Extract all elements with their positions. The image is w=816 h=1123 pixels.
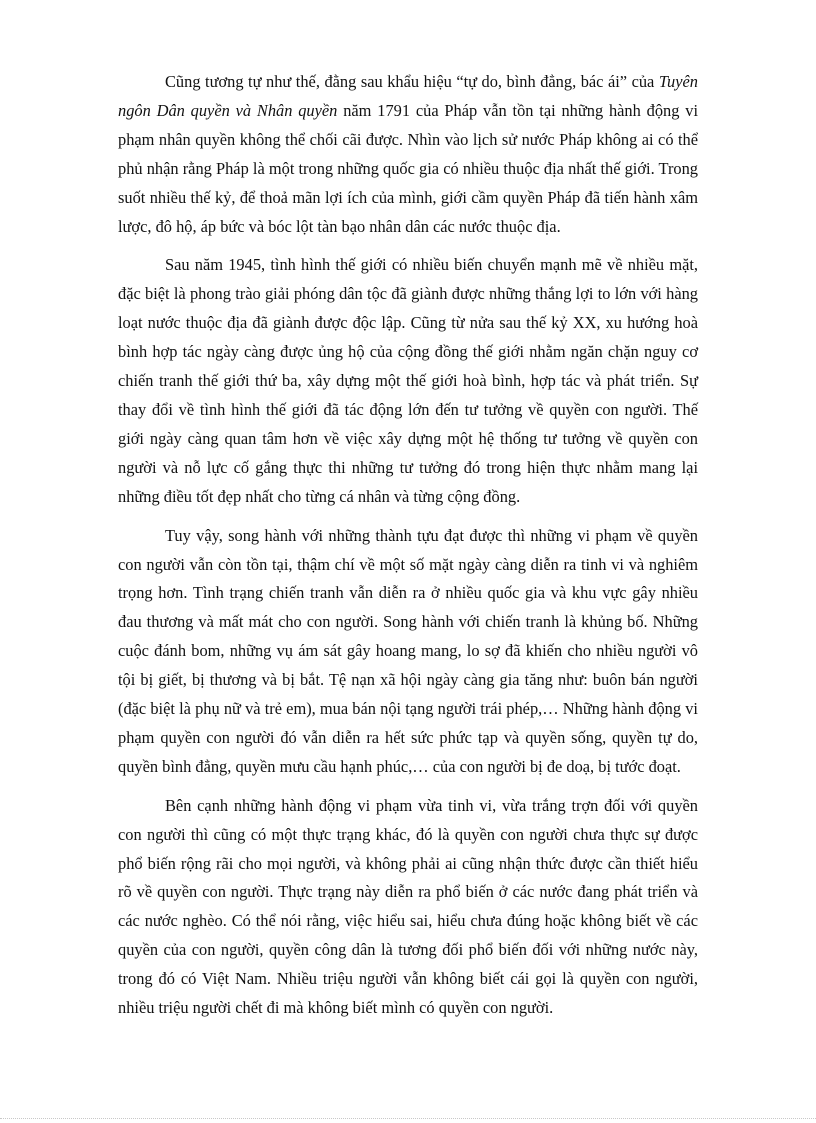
paragraph-3: Tuy vậy, song hành với những thành tựu đạt được thì những vi phạm về quyền con người vẫn còn tồn tại, thậm chí về một số mặt ngày càng diễn ra tinh vi và nghiêm trọng hơn. Tình trạng chiến tranh vẫn diễn ra ở nhiều quốc gia và khu vực gây nhiều đau thương và mất mát cho con người. Song hành với chiến tranh là khủng bố. Những cuộc đánh bom, những vụ ám sát gây hoang mang, lo sợ đã khiến cho nhiều người vô tội bị giết, bị thương và bị bắt. Tệ nạn xã hội ngày càng gia tăng như: buôn bán người (đặc biệt là phụ nữ và trẻ em), mua bán nội tạng người trái phép,… Những hành động vi phạm quyền con người đó vẫn diễn ra hết sức phức tạp và quyền sống, quyền tự do, quyền bình đẳng, quyền mưu cầu hạnh phúc,… của con người bị đe doạ, bị tước đoạt. — [118, 525, 698, 776]
page-bottom-divider — [0, 1118, 816, 1119]
paragraph-4: Bên cạnh những hành động vi phạm vừa tinh vi, vừa trắng trợn đối với quyền con người thì cũng có một thực trạng khác, đó là quyền con người chưa thực sự được phổ biến rộng rãi cho mọi người, và không phải ai cũng nhận thức được cần thiết hiểu rõ về quyền con người. Thực trạng này diễn ra phổ biến ở các nước đang phát triển và các nước nghèo. Có thể nói rằng, việc hiểu sai, hiểu chưa đúng hoặc không biết về các quyền của con người, quyền công dân là tương đối phổ biến đối với những nước này, trong đó có Việt Nam. Nhiều triệu người vẫn không biết cái gọi là quyền con người, nhiều triệu người chết đi mà không biết mình có quyền con người. — [118, 795, 698, 1018]
paragraph-1 — [118, 68, 698, 241]
body-text — [118, 68, 698, 1033]
paragraph-1-rest: năm 1791 của Pháp vẫn tồn tại những hành động vi phạm nhân quyền không thể chối cãi được. Nhìn vào lịch sử nước Pháp không ai có thể phủ nhận rằng Pháp là một trong những quốc gia có nhiều thuộc địa nhất thế giới. Trong suốt nhiều thế kỷ, để thoả mãn lợi ích của mình, giới cầm quyền Pháp đã tiến hành xâm lược, đô hộ, áp bức và bóc lột tàn bạo nhân dân các nước thuộc địa. — [118, 100, 699, 236]
paragraph-1-lead: Cũng tương tự như thế, đằng sau khẩu hiệu “tự do, bình đẳng, bác ái” của — [165, 72, 659, 91]
declaration-title: Tuyên ngôn Dân quyền và Nhân quyền — [118, 72, 698, 120]
paragraph-2: Sau năm 1945, tình hình thế giới có nhiều biến chuyển mạnh mẽ về nhiều mặt, đặc biệt là phong trào giải phóng dân tộc đã giành được những thắng lợi to lớn với hàng loạt nước thuộc địa đã giành được độc lập. Cũng từ nửa sau thế kỷ XX, xu hướng hoà bình hợp tác ngày càng được ủng hộ của cộng đồng thế giới nhằm ngăn chặn nguy cơ chiến tranh thế giới thứ ba, xây dựng một thế giới hoà bình, hợp tác và phát triển. Sự thay đổi về tình hình thế giới đã tác động lớn đến tư tưởng về quyền con người. Thế giới ngày càng quan tâm hơn về việc xây dựng một hệ thống tư tưởng về quyền con người và nỗ lực cố gắng thực thi những tư tưởng đó trong hiện thực nhằm mang lại những điều tốt đẹp nhất cho từng cá nhân và từng cộng đồng. — [118, 255, 698, 506]
